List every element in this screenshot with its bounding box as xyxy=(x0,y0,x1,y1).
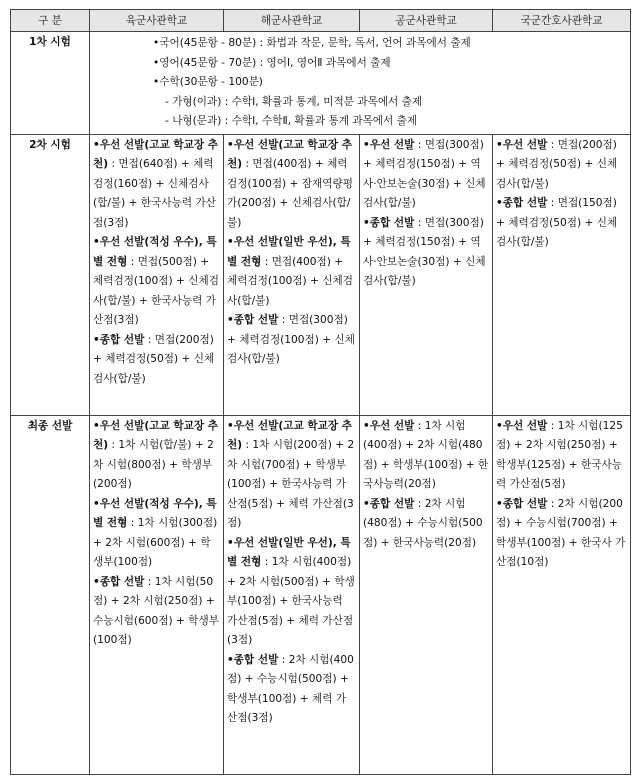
item-desc: : 1차 시험(400점) + 2차 시험(480점) + 학생부(100점) + 한국사능력(20점) xyxy=(363,419,489,490)
item-title: •우선 선발(고교 학교장 추천) xyxy=(227,419,353,451)
item-desc: : 2차 시험(400점) + 수능시험(500점) + 학생부(100점) + 체력 가산점(3점) xyxy=(227,653,354,724)
round1-label: 1차 시험 xyxy=(11,32,90,135)
item-desc: : 1차 시험(50점) + 2차 시험(250점) + 수능시험(600점) + 학생부(100점) xyxy=(93,575,219,646)
round2-row xyxy=(11,134,631,415)
round1-line-english: •영어(45문항 - 70분) : 영어Ⅰ, 영어Ⅱ 과목에서 출제 xyxy=(153,56,391,69)
round1-row xyxy=(11,32,631,135)
item-title: •종합 선발 xyxy=(227,314,279,326)
item-title: •우선 선발(고교 학교장 추천) xyxy=(93,138,219,170)
item-title: •우선 선발(적성 우수), 특별 전형 xyxy=(93,236,217,268)
item-desc: : 1차 시험(200점) + 2차 시험(700점) + 학생부(100점) + 한국사능력 가산점(5점) + 체력 가산점(3점) xyxy=(227,439,355,529)
item-desc: : 면접(150점) + 체력검정(50점) + 신체검사(합/불) xyxy=(496,197,618,248)
item-desc: : 면접(400점) + 체력검정(100점) + 신체검사(합/불) xyxy=(227,255,353,307)
final-label: 최종 선발 xyxy=(11,415,90,774)
final-army-cell xyxy=(90,415,224,774)
item-desc: : 면접(300점) + 체력검정(150점) + 역사·안보논술(30점) + 신체검사(합/불) xyxy=(363,138,486,209)
round2-airforce-item xyxy=(363,214,489,292)
item-title: •우선 선발 xyxy=(496,138,548,151)
item-desc: : 면접(200점) + 체력검정(50점) + 신체검사(합/불) xyxy=(496,138,618,190)
round2-airforce-item xyxy=(363,136,489,214)
item-desc: : 2차 시험(480점) + 수능시험(500점) + 한국사능력(20점) xyxy=(363,497,483,549)
header-nursing: 국군간호사관학교 xyxy=(493,10,631,32)
final-army-item xyxy=(93,417,220,495)
item-title: •종합 선발 xyxy=(496,197,548,209)
final-navy-item xyxy=(227,417,356,534)
item-title: •우선 선발(적성 우수), 특별 전형 xyxy=(93,497,217,529)
item-title: •우선 선발(고교 학교장 추천) xyxy=(227,138,353,170)
final-army-item xyxy=(93,495,220,573)
item-desc: : 면접(200점) + 체력검정(50점) + 신체검사(합/불) xyxy=(93,333,215,385)
header-navy: 해군사관학교 xyxy=(224,10,360,32)
item-title: •종합 선발 xyxy=(363,216,415,229)
item-desc: : 면접(300점) + 체력검정(100점) + 신체검사(합/불) xyxy=(227,314,355,365)
final-row xyxy=(11,415,631,774)
round2-navy-item xyxy=(227,233,356,311)
header-category: 구 분 xyxy=(11,10,90,32)
item-title: •우선 선발 xyxy=(363,138,415,151)
item-desc: : 1차 시험(125점) + 2차 시험(250점) + 학생부(125점) + 한국사능력 가산점(5점) xyxy=(496,419,623,490)
round1-subline-science: - 가형(이과) : 수학Ⅰ, 확률과 통계, 미적분 과목에서 출제 xyxy=(165,95,423,108)
final-nursing-item xyxy=(496,417,627,495)
item-desc: : 면접(400점) + 체력검정(100점) + 잠재역량평가(200점) + 신체검사(합/불) xyxy=(227,158,353,229)
item-title: •종합 선발 xyxy=(496,497,548,510)
item-title: •우선 선발(일반 우선), 특별 전형 xyxy=(227,536,351,568)
item-title: •종합 선발 xyxy=(93,575,145,588)
item-desc: : 1차 시험(300점) + 2차 시험(600점) + 학생부(100점) xyxy=(93,517,218,568)
final-airforce-item xyxy=(363,495,489,554)
item-desc: : 2차 시험(200점) + 수능시험(700점) + 학생부(100점) + 한국사 가산점(10점) xyxy=(496,497,626,568)
final-airforce-item xyxy=(363,417,489,495)
item-title: •우선 선발(일반 우선), 특별 전형 xyxy=(227,236,351,268)
round2-navy-cell xyxy=(224,134,360,415)
round2-army-item xyxy=(93,233,220,331)
round2-army-cell xyxy=(90,134,224,415)
round2-navy-item xyxy=(227,136,356,234)
item-desc: : 면접(640점) + 체력검정(160점) + 신체검사(합/불) + 한국사능력 가산점(3점) xyxy=(93,158,216,229)
item-desc: : 면접(500점) + 체력검정(100점) + 신체검사(합/불) + 한국사능력 가산점(3점) xyxy=(93,255,219,326)
round1-line-korean: •국어(45문항 - 80분) : 화법과 작문, 문학, 독서, 언어 과목에서 출제 xyxy=(153,37,471,49)
round1-subline-liberal: - 나형(문과) : 수학Ⅰ, 수학Ⅱ, 확률과 통계 과목에서 출제 xyxy=(165,115,418,127)
item-title: •우선 선발 xyxy=(363,419,415,432)
round2-nursing-cell xyxy=(493,134,631,415)
round2-navy-item xyxy=(227,311,356,370)
final-navy-item xyxy=(227,534,356,651)
header-army: 육군사관학교 xyxy=(90,10,224,32)
header-airforce: 공군사관학교 xyxy=(360,10,493,32)
item-desc: : 1차 시험(400점) + 2차 시험(500점) + 학생부(100점) + 한국사능력 가산점(5점) + 체력 가산점(3점) xyxy=(227,556,355,646)
item-desc: : 면접(300점) + 체력검정(150점) + 역사·안보논술(30점) + 신체검사(합/불) xyxy=(363,216,486,287)
item-title: •종합 선발 xyxy=(227,653,279,666)
round2-army-item xyxy=(93,136,220,234)
admission-table-page xyxy=(10,9,630,775)
final-navy-item xyxy=(227,651,356,729)
final-nursing-item xyxy=(496,495,627,573)
round2-army-item xyxy=(93,331,220,390)
item-title: •종합 선발 xyxy=(363,497,415,510)
header-row xyxy=(11,10,631,32)
round2-label: 2차 시험 xyxy=(11,134,90,415)
item-title: •우선 선발(고교 학교장 추천) xyxy=(93,419,219,451)
final-nursing-cell xyxy=(493,415,631,774)
item-title: •우선 선발 xyxy=(496,419,548,432)
round2-nursing-item xyxy=(496,136,627,195)
round1-line-math: •수학(30문항 - 100분) xyxy=(153,76,263,88)
round1-content xyxy=(90,32,631,135)
admission-table xyxy=(10,9,631,775)
final-navy-cell xyxy=(224,415,360,774)
final-army-item xyxy=(93,573,220,651)
final-airforce-cell xyxy=(360,415,493,774)
item-desc: : 1차 시험(합/불) + 2차 시험(800점) + 학생부(200점) xyxy=(93,439,214,490)
round2-nursing-item xyxy=(496,194,627,253)
item-title: •종합 선발 xyxy=(93,333,145,346)
round2-airforce-cell xyxy=(360,134,493,415)
